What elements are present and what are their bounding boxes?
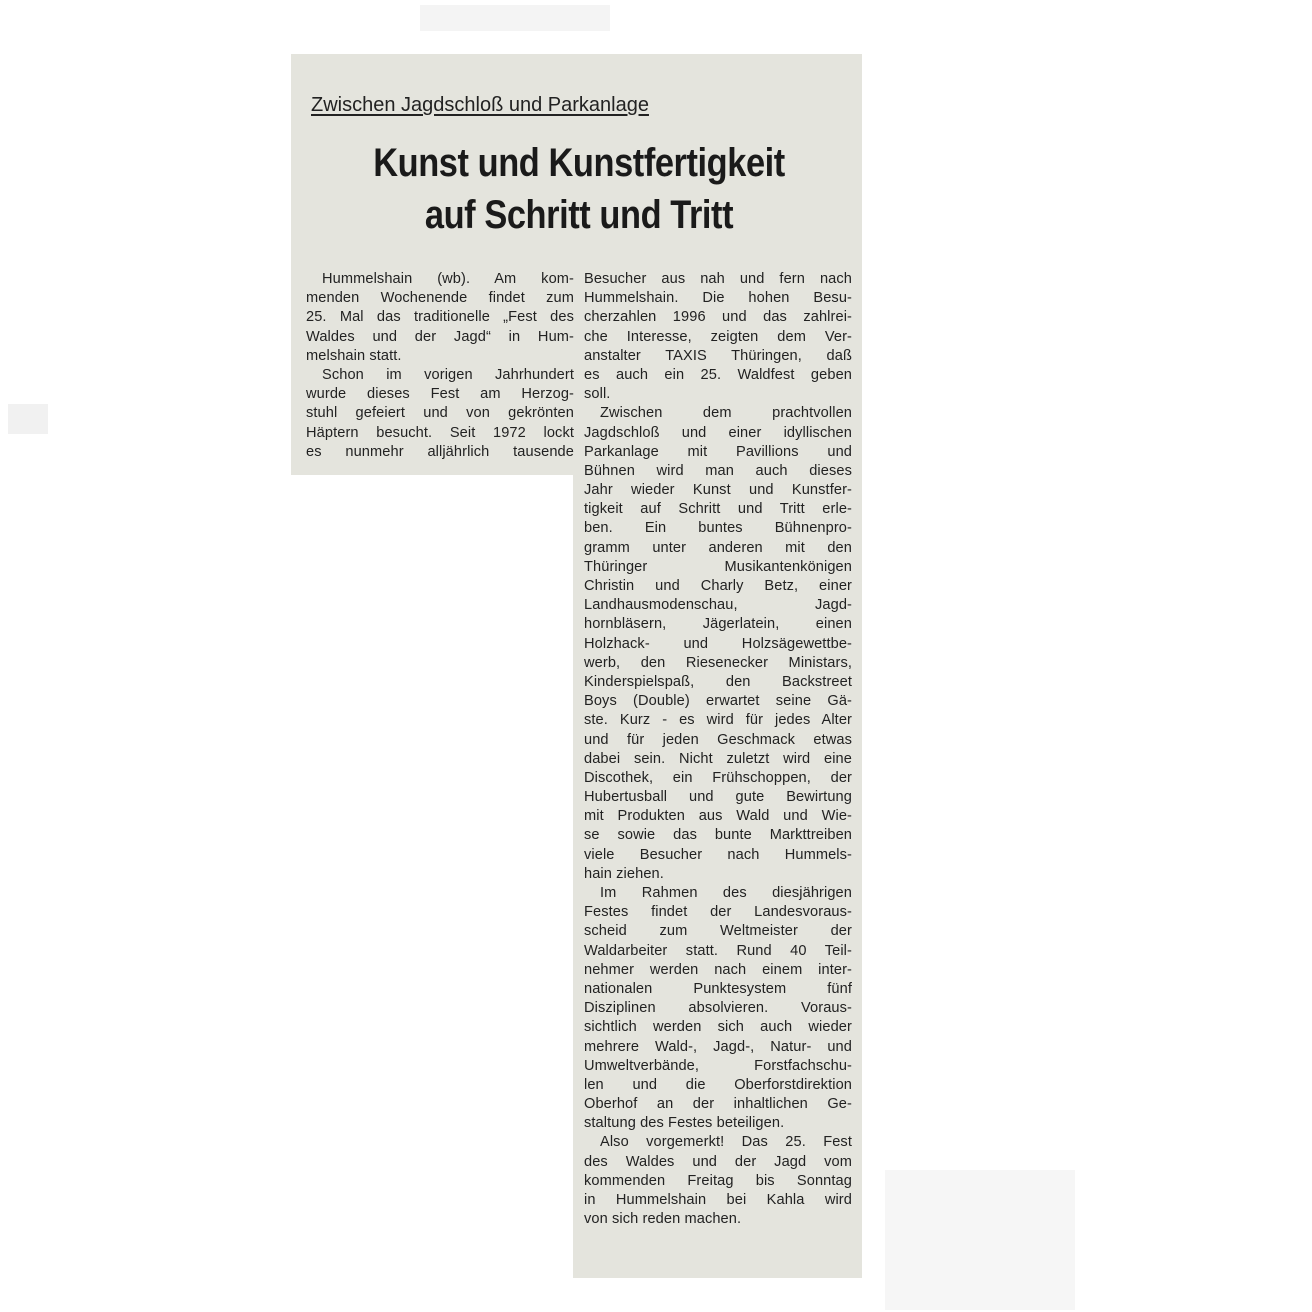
- article-line: Festes findet der Landesvoraus-: [584, 904, 852, 921]
- scan-artifact: [885, 1170, 1075, 1310]
- article-line: des Waldes und der Jagd vom: [584, 1153, 852, 1170]
- article-column-right: [584, 270, 852, 1229]
- article-line: Häptern besucht. Seit 1972 lockt: [306, 424, 574, 441]
- article-line: Schon im vorigen Jahrhundert: [322, 366, 574, 383]
- article-column-left: [306, 270, 574, 462]
- article-line: kommenden Freitag bis Sonntag: [584, 1172, 852, 1189]
- article-line: mehrere Wald-, Jagd-, Natur- und: [584, 1038, 852, 1055]
- article-line: soll.: [584, 386, 611, 403]
- article-line: Landhausmodenschau, Jagd-: [584, 597, 852, 614]
- headline-line-2: auf Schritt und Tritt: [424, 193, 734, 237]
- article-line: Boys (Double) erwartet seine Gä-: [584, 693, 852, 710]
- article-line: gramm unter anderen mit den: [584, 539, 852, 556]
- article-line: Zwischen dem prachtvollen: [600, 405, 852, 422]
- scan-artifact: [420, 5, 610, 31]
- article-line: Jagdschloß und einer idyllischen: [584, 424, 852, 441]
- article-line: se sowie das bunte Markttreiben: [584, 827, 852, 844]
- article-line: melshain statt.: [306, 347, 402, 364]
- article-line: Discothek, ein Frühschoppen, der: [584, 769, 852, 786]
- article-line: Hubertusball und gute Bewirtung: [584, 789, 852, 806]
- article-line: Besucher aus nah und fern nach: [584, 271, 852, 287]
- article-line: mit Produkten aus Wald und Wie-: [584, 808, 852, 825]
- article-line: Parkanlage mit Pavillions und: [584, 443, 852, 460]
- article-kicker: Zwischen Jagdschloß und Parkanlage: [311, 94, 649, 116]
- article-line: 25. Mal das traditionelle „Fest des: [306, 309, 574, 326]
- article-line: Waldarbeiter statt. Rund 40 Teil-: [584, 942, 852, 959]
- article-line: che Interesse, zeigten dem Ver-: [584, 328, 852, 345]
- article-line: ste. Kurz - es wird für jedes Alter: [584, 712, 852, 729]
- article-line: anstalter TAXIS Thüringen, daß: [584, 347, 852, 364]
- article-line: hain ziehen.: [584, 865, 664, 882]
- article-line: menden Wochenende findet zum: [306, 290, 574, 307]
- article-line: es nunmehr alljährlich tausende: [306, 443, 574, 460]
- article-line: hornbläsern, Jägerlatein, einen: [584, 616, 852, 633]
- article-line: sichtlich werden sich auch wieder: [584, 1019, 852, 1036]
- article-line: nehmer werden nach einem inter-: [584, 961, 852, 978]
- article-line: Waldes und der Jagd“ in Hum-: [306, 328, 574, 345]
- article-line: Also vorgemerkt! Das 25. Fest: [600, 1134, 852, 1151]
- article-line: len und die Oberforstdirektion: [584, 1076, 852, 1093]
- article-line: Umweltverbände, Forstfachschu-: [584, 1057, 852, 1074]
- article-line: Thüringer Musikantenkönigen: [584, 558, 852, 575]
- headline-line-1: Kunst und Kunstfertigkeit: [373, 141, 785, 185]
- article-line: tigkeit auf Schritt und Tritt erle-: [584, 501, 852, 518]
- article-line: Disziplinen absolvieren. Voraus-: [584, 1000, 852, 1017]
- article-line: Christin und Charly Betz, einer: [584, 578, 852, 594]
- article-line: es auch ein 25. Waldfest geben: [584, 366, 852, 383]
- article-line: Hummelshain. Die hohen Besu-: [584, 290, 852, 307]
- article-line: staltung des Festes beteiligen.: [584, 1115, 785, 1132]
- article-line: nationalen Punktesystem fünf: [584, 980, 852, 997]
- article-line: und für jeden Geschmack etwas: [584, 731, 852, 748]
- article-line: stuhl gefeiert und von gekrönten: [306, 405, 574, 422]
- article-line: Hummelshain (wb). Am kom-: [322, 271, 574, 287]
- article-line: dabei sein. Nicht zuletzt wird eine: [584, 750, 852, 767]
- article-line: in Hummelshain bei Kahla wird: [584, 1192, 852, 1208]
- article-line: Oberhof an der inhaltlichen Ge-: [584, 1096, 852, 1113]
- article-line: Im Rahmen des diesjährigen: [600, 885, 852, 901]
- article-line: Bühnen wird man auch dieses: [584, 462, 852, 479]
- article-line: Kinderspielspaß, den Backstreet: [584, 673, 852, 690]
- article-line: cherzahlen 1996 und das zahlrei-: [584, 309, 852, 326]
- article-line: wurde dieses Fest am Herzog-: [306, 386, 574, 403]
- article-line: von sich reden machen.: [584, 1211, 742, 1228]
- article-headline: [336, 137, 823, 241]
- article-line: viele Besucher nach Hummels-: [584, 846, 852, 863]
- article-line: Holzhack- und Holzsägewettbe-: [584, 635, 852, 652]
- article-line: werb, den Riesenecker Ministars,: [584, 654, 852, 671]
- scan-artifact: [8, 404, 48, 434]
- article-line: scheid zum Weltmeister der: [584, 923, 852, 940]
- article-line: ben. Ein buntes Bühnenpro-: [584, 520, 852, 537]
- article-line: Jahr wieder Kunst und Kunstfer-: [584, 482, 852, 499]
